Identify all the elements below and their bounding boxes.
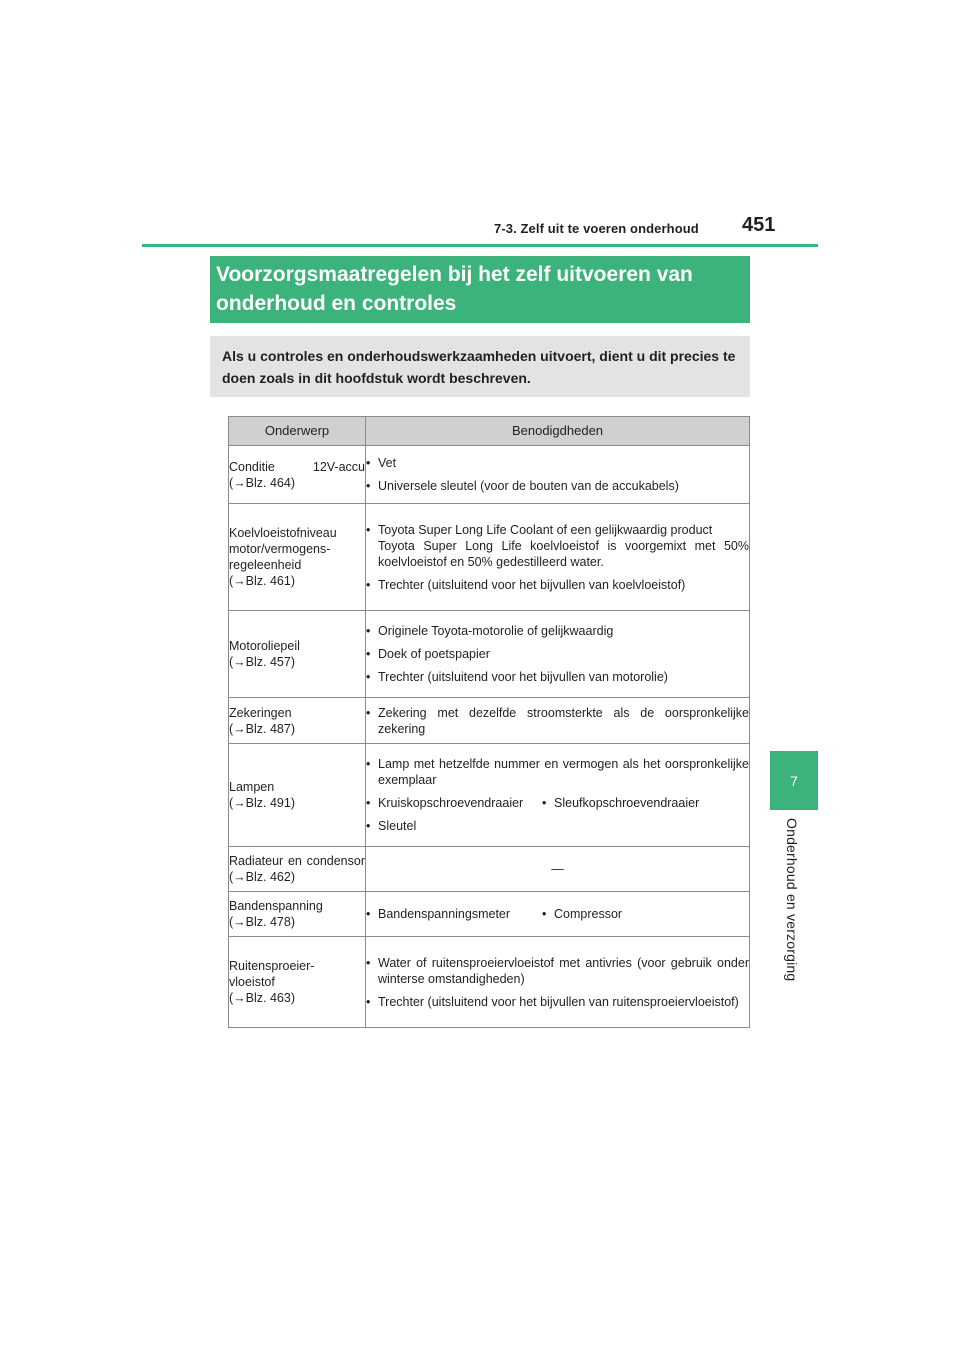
tool-text: Zekering met dezelfde stroomsterkte als de oorspronkelijke zekering	[378, 705, 749, 736]
column-header-subject: Onderwerp	[229, 417, 366, 446]
subject-line: (→Blz. 491)	[229, 796, 295, 810]
tool-item	[366, 623, 749, 639]
intro-box	[210, 336, 750, 397]
header-rule	[142, 244, 818, 247]
intro-line-1: Als u controles en onderhoudswerkzaamheden uitvoert, dient u dit precies te	[222, 348, 736, 364]
tools-cell	[366, 744, 750, 847]
tools-cell	[366, 698, 750, 744]
bullet-icon: •	[366, 624, 371, 638]
tools-cell	[366, 446, 750, 504]
tool-text: Sleutel	[378, 819, 417, 833]
tools-cell	[366, 892, 750, 937]
tools-cell	[366, 937, 750, 1028]
tool-text: Compressor	[554, 907, 623, 921]
tool-text: Trechter (uitsluitend voor het bijvullen van koelvloeistof)	[378, 577, 686, 592]
tool-pair	[366, 906, 749, 922]
bullet-icon: •	[366, 479, 371, 493]
subject-line: Lampen	[229, 780, 275, 794]
bullet-icon: •	[366, 907, 371, 921]
bullet-icon: •	[366, 670, 371, 684]
bullet-icon: •	[366, 994, 371, 1009]
tools-cell	[366, 611, 750, 698]
empty-dash: —	[551, 862, 564, 876]
subject-cell	[229, 847, 366, 892]
subject-line: motor/vermogens-	[229, 542, 331, 556]
bullet-icon: •	[542, 907, 547, 921]
tool-item	[366, 669, 749, 685]
tool-text: Trechter (uitsluitend voor het bijvullen van motorolie)	[378, 670, 668, 684]
subject-line: Ruitensproeier-	[229, 959, 315, 973]
bullet-icon: •	[366, 647, 371, 661]
table-header-row	[229, 417, 750, 446]
tool-item	[366, 994, 749, 1010]
bullet-icon: •	[366, 757, 371, 771]
subject-line: (→Blz. 463)	[229, 991, 295, 1005]
table-row	[229, 504, 750, 611]
subject-cell	[229, 937, 366, 1028]
tool-item	[366, 906, 542, 922]
bullet-icon: •	[366, 577, 371, 592]
tool-text: Lamp met hetzelfde nummer en vermogen als het oorspronkelijke exemplaar	[378, 757, 749, 787]
tool-text: Sleufkopschroevendraaier	[554, 796, 700, 810]
bullet-icon: •	[366, 796, 371, 810]
page-title	[210, 256, 750, 323]
tools-cell	[366, 847, 750, 892]
subject-line: Radiateur en condensor (→Blz. 462)	[229, 854, 365, 884]
page-title-line-2: onderhoud en controles	[216, 292, 457, 315]
subject-line: (→Blz. 461)	[229, 574, 295, 588]
chapter-title: Onderhoud en verzorging	[784, 818, 800, 982]
tool-item	[366, 478, 749, 494]
bullet-icon: •	[366, 819, 371, 833]
table-row	[229, 446, 750, 504]
subject-line: vloeistof	[229, 975, 275, 989]
bullet-icon: •	[542, 796, 547, 810]
chapter-tab: 7	[770, 751, 818, 810]
bullet-icon: •	[366, 522, 371, 537]
tool-item	[366, 705, 749, 737]
tool-item	[366, 646, 749, 662]
tool-item	[366, 955, 749, 987]
tool-item	[366, 455, 749, 471]
column-header-tools: Benodigdheden	[366, 417, 750, 446]
tool-text: Kruiskopschroevendraaier	[378, 796, 524, 810]
tool-text: Doek of poetspapier	[378, 647, 490, 661]
tool-item	[366, 756, 749, 788]
tool-text: Toyota Super Long Life Coolant of een gelijkwaardig product	[378, 522, 713, 537]
tool-text: Trechter (uitsluitend voor het bijvullen van ruitensproeiervloeistof)	[378, 994, 739, 1009]
page-number: 451	[742, 214, 776, 236]
subject-line: regeleenheid	[229, 558, 302, 572]
table-row	[229, 847, 750, 892]
subject-line: Conditie 12V-accu	[229, 459, 365, 474]
subject-line: Motoroliepeil	[229, 639, 300, 653]
tool-note	[366, 538, 749, 570]
tool-text: Vet	[378, 456, 397, 470]
tool-note-text: Toyota Super Long Life koelvloeistof is voorgemixt met 50% koelvloeistof en 50% gedestilleerd water.	[378, 538, 749, 569]
page-title-line-1: Voorzorgsmaatregelen bij het zelf uitvoeren van	[216, 263, 693, 286]
tool-text: Originele Toyota-motorolie of gelijkwaardig	[378, 624, 614, 638]
tool-text: Bandenspanningsmeter	[378, 907, 511, 921]
subject-cell	[229, 892, 366, 937]
intro-line-2: doen zoals in dit hoofdstuk wordt beschreven.	[222, 370, 531, 386]
table-row	[229, 611, 750, 698]
subject-cell	[229, 698, 366, 744]
tool-text: Water of ruitensproeiervloeistof met antivries (voor gebruik onder winterse omstandigheden)	[378, 955, 749, 986]
subject-line: (→Blz. 478)	[229, 915, 295, 929]
bullet-icon: •	[366, 705, 371, 720]
tool-item	[366, 818, 749, 834]
subject-line: (→Blz. 457)	[229, 655, 295, 669]
subject-line: Zekeringen	[229, 705, 292, 720]
tool-item	[542, 795, 718, 811]
subject-line: (→Blz. 464)	[229, 475, 295, 490]
tool-item	[542, 906, 718, 922]
subject-cell	[229, 446, 366, 504]
subject-line: Koelvloeistofniveau	[229, 526, 337, 540]
tool-pair	[366, 795, 749, 811]
subject-line: Bandenspanning	[229, 899, 323, 913]
table-row	[229, 892, 750, 937]
tools-cell	[366, 504, 750, 611]
tool-item	[366, 795, 542, 811]
subject-cell	[229, 611, 366, 698]
bullet-icon: •	[366, 456, 371, 470]
subject-cell	[229, 504, 366, 611]
table-row	[229, 744, 750, 847]
bullet-icon: •	[366, 955, 371, 970]
tool-item	[366, 522, 749, 538]
subject-cell	[229, 744, 366, 847]
tool-item	[366, 577, 749, 593]
maintenance-table	[228, 416, 750, 1028]
subject-line: (→Blz. 487)	[229, 721, 295, 736]
table-row	[229, 937, 750, 1028]
table-row	[229, 698, 750, 744]
section-header: 7-3. Zelf uit te voeren onderhoud	[494, 221, 699, 236]
tool-text: Universele sleutel (voor de bouten van de accukabels)	[378, 479, 679, 493]
